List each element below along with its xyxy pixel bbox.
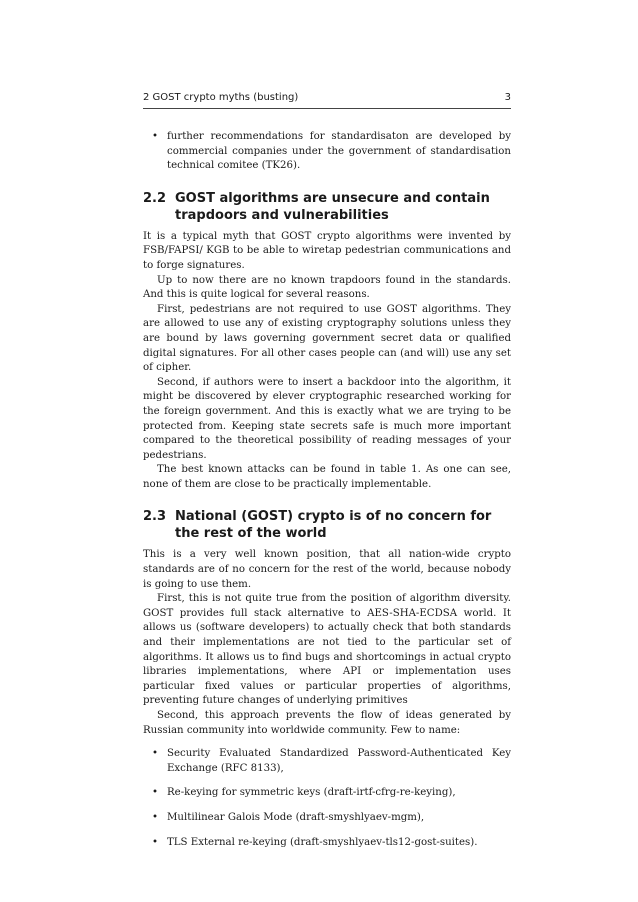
paragraph: This is a very well known position, that all nation-wide crypto standards are of no concern for the rest of the world, because nobody is going to use them. <box>143 549 511 590</box>
paragraph: The best known attacks can be found in table 1. As one can see, none of them are close to be practically implementable. <box>143 464 511 490</box>
list-item: • Multilinear Galois Mode (draft-smyshlyaev-mgm), <box>143 811 511 826</box>
list-item: • Security Evaluated Standardized Password-Authenticated Key Exchange (RFC 8133), <box>152 748 511 774</box>
paragraph: First, pedestrians are not required to use GOST algorithms. They are allowed to use any of existing cryptography solutions unless they are bound by laws governing government secret data or qualified digital signatures. For all other cases people can (and will) use any set of cipher. <box>143 303 511 374</box>
section-title: GOST algorithms are unsecure and contain trapdoors and vulnerabilities <box>175 190 490 223</box>
bullet-icon: • <box>152 787 159 799</box>
bullet-icon: • <box>152 131 159 142</box>
section-heading-2-2 <box>143 190 511 224</box>
page-body <box>143 130 511 860</box>
paragraph: Second, if authors were to insert a backdoor into the algorithm, it might be discovered by elever cryptographic researched working for the foreign government. And this is exactly what we are trying to be protected from. Keeping state secrets safe is much more important compared to the theoretical possibility of reading messages of your pedestrians. <box>143 376 511 461</box>
top-bullet-list <box>143 130 511 174</box>
section-number: 2.3 <box>143 509 167 525</box>
section-heading-2-3 <box>143 508 511 542</box>
bullet-icon: • <box>152 748 159 760</box>
paragraph: Second, this approach prevents the flow of ideas generated by Russian community into worldwide community. Few to name: <box>143 710 511 736</box>
section-title: National (GOST) crypto is of no concern for the rest of the world <box>175 509 492 542</box>
header-section-title: 2 GOST crypto myths (busting) <box>143 92 299 103</box>
list-item: • Re-keying for symmetric keys (draft-irtf-cfrg-re-keying), <box>143 786 511 801</box>
list-item: • further recommendations for standardisaton are developed by commercial companies under the government of standardisation technical comitee (TK26). <box>152 131 511 172</box>
page-number: 3 <box>504 92 511 103</box>
bullet-icon: • <box>152 811 159 823</box>
bullet-icon: • <box>152 836 159 848</box>
paragraph: First, this is not quite true from the position of algorithm diversity. GOST provides full stack alternative to AES-SHA-ECDSA world. It allows us (software developers) to actually check that both standards and their implementations are not tied to the particular set of algorithms. It allows us to find bugs and shortcomings in actual crypto libraries implementations, where API or implementation uses particular fixed values or particular properties of algorithms, preventing future changes of underlying primitives <box>143 593 511 707</box>
paragraph: It is a typical myth that GOST crypto algorithms were invented by FSB/FAPSI/ KGB to be able to wiretap pedestrian communications and to forge signatures. <box>143 230 511 271</box>
section-number: 2.2 <box>143 190 167 206</box>
examples-bullet-list <box>143 747 511 850</box>
running-header <box>143 92 511 109</box>
list-item: • TLS External re-keying (draft-smyshlyaev-tls12-gost-suites). <box>143 836 511 851</box>
paragraph: Up to now there are no known trapdoors found in the standards. And this is quite logical for several reasons. <box>143 274 511 301</box>
